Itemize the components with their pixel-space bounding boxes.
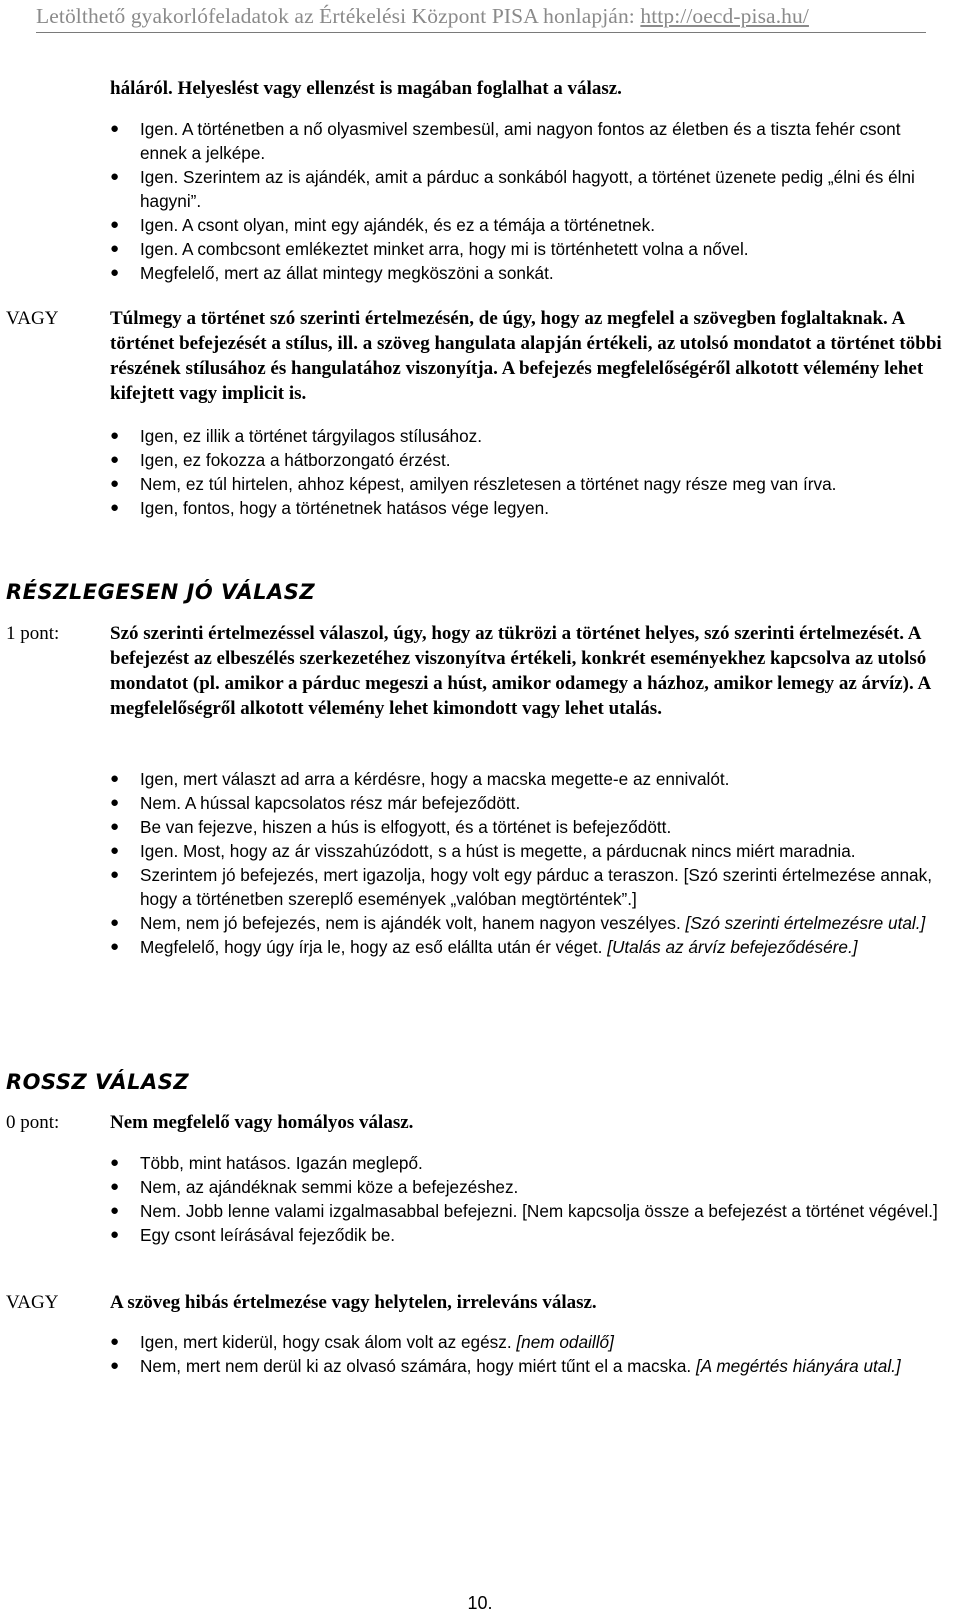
section-title-wrong: ROSSZ VÁLASZ [6, 1070, 190, 1094]
list-item: ● Igen. A történetben a nő olyasmivel szembesül, ami nagyon fontos az életben és a tiszta fehér csont ennek a jelképe. [110, 119, 901, 163]
list-item: ● Megfelelő, hogy úgy írja le, hogy az eső elállta után ér véget. [Utalás az árvíz befejeződésére.] [110, 937, 858, 957]
annotation: [Szó szerinti értelmezésre utal.] [685, 913, 926, 933]
list-item: ● Igen, ez fokozza a hátborzongató érzést. [110, 450, 451, 470]
bullet-icon: ● [110, 451, 120, 468]
bullet-icon: ● [110, 866, 120, 883]
vagy-label: VAGY [6, 308, 59, 329]
list-item: ● Nem, mert nem derül ki az olvasó számára, hogy miért tűnt el a macska. [A megértés hiányára utal.] [110, 1356, 901, 1376]
list-item: ● Igen, fontos, hogy a történetnek hatásos vége legyen. [110, 498, 549, 518]
annotation: [nem odaillő] [516, 1332, 614, 1352]
list-item: ● Igen. A csont olyan, mint egy ajándék, és ez a témája a történetnek. [110, 215, 655, 235]
top-bullet-list [110, 117, 950, 285]
vagy-criteria-text: Túlmegy a történet szó szerinti értelmezésén, de úgy, hogy az megfelel a szövegben foglaltaknak. A történet befejezését a stílus, ill. a szöveg hangulata alapján értékeli, az utolsó mondatot a történet többi részének stílusához és hangulatához viszonyítja. A befejezés megfelelőségéről alkotott vélemény lehet kifejtett vagy implicit is. [110, 308, 942, 404]
list-item: ● Igen. Szerintem az is ajándék, amit a párduc a sonkából hagyott, a történet üzenete pedig „élni és élni hagyni”. [110, 167, 915, 211]
vagy2-bullet-list [110, 1330, 950, 1378]
bullet-icon: ● [110, 240, 120, 257]
bullet-icon: ● [110, 1154, 120, 1171]
bullet-icon: ● [110, 770, 120, 787]
intro-text: háláról. Helyeslést vagy ellenzést is magában foglalhat a válasz. [110, 78, 622, 99]
bullet-icon: ● [110, 1357, 120, 1374]
bullet-icon: ● [110, 475, 120, 492]
bullet-icon: ● [110, 1226, 120, 1243]
list-item: ● Nem, az ajándéknak semmi köze a befejezéshez. [110, 1177, 519, 1197]
list-item: ● Nem, nem jó befejezés, nem is ajándék volt, hanem nagyon veszélyes. [Szó szerinti értelmezésre utal.] [110, 913, 926, 933]
annotation: [Utalás az árvíz befejeződésére.] [607, 937, 858, 957]
bullet-icon: ● [110, 794, 120, 811]
bullet-icon: ● [110, 168, 120, 185]
vagy-bullet-list [110, 424, 950, 520]
header-text: Letölthető gyakorlófeladatok az Értékelési Központ PISA honlapján: [36, 4, 641, 28]
bullet-icon: ● [110, 120, 120, 137]
list-item: ● Egy csont leírásával fejeződik be. [110, 1225, 396, 1245]
vagy2-criteria-text: A szöveg hibás értelmezése vagy helytelen, irreleváns válasz. [110, 1292, 597, 1313]
wrong-bullet-list [110, 1151, 950, 1247]
bullet-icon: ● [110, 842, 120, 859]
vagy-label-2: VAGY [6, 1292, 59, 1313]
bullet-icon: ● [110, 216, 120, 233]
bullet-icon: ● [110, 1178, 120, 1195]
bullet-icon: ● [110, 914, 120, 931]
list-item: ● Igen, ez illik a történet tárgyilagos stílusához. [110, 426, 483, 446]
score-label-1: 1 pont: [6, 623, 60, 644]
header-link[interactable]: http://oecd-pisa.hu/ [640, 4, 809, 28]
list-item: ● Be van fejezve, hiszen a hús is elfogyott, és a történet is befejeződött. [110, 817, 672, 837]
bullet-icon: ● [110, 427, 120, 444]
bullet-icon: ● [110, 499, 120, 516]
partial-bullet-list [110, 767, 950, 959]
list-item: ● Igen, mert kiderül, hogy csak álom volt az egész. [nem odaillő] [110, 1332, 614, 1352]
section-title-partial: RÉSZLEGESEN JÓ VÁLASZ [6, 580, 316, 604]
annotation: [A megértés hiányára utal.] [695, 1356, 901, 1376]
list-item: ● Nem, ez túl hirtelen, ahhoz képest, amilyen részletesen a történet nagy része meg van írva. [110, 474, 837, 494]
bullet-icon: ● [110, 818, 120, 835]
list-item: ● Igen. A combcsont emlékeztet minket arra, hogy mi is történhetett volna a nővel. [110, 239, 749, 259]
page-number: 10. [467, 1593, 493, 1613]
bullet-icon: ● [110, 1333, 120, 1350]
bullet-icon: ● [110, 1202, 120, 1219]
list-item: ● Megfelelő, mert az állat mintegy megköszöni a sonkát. [110, 263, 554, 283]
list-item: ● Igen. Most, hogy az ár visszahúzódott, s a húst is megette, a párducnak nincs miért maradnia. [110, 841, 856, 861]
list-item: ● Nem. Jobb lenne valami izgalmasabbal befejezni. [Nem kapcsolja össze a befejezést a történet végével.] [110, 1201, 938, 1221]
partial-criteria-text: Szó szerinti értelmezéssel válaszol, úgy, hogy az tükrözi a történet helyes, szó szerinti értelmezését. A befejezést az elbeszélés szerkezetéhez viszonyítva értékeli, konkrét eseményekhez kapcsolva az utolsó mondatot (pl. amikor a párduc megeszi a húst, amikor odamegy a házhoz, amikor lemegy az árvíz). A megfelelőségről alkotott vélemény lehet kimondott vagy lehet utalás. [110, 623, 931, 719]
list-item: ● Szerintem jó befejezés, mert igazolja, hogy volt egy párduc a teraszon. [Szó szerinti értelmezése annak, hogy a történetben szereplő események „valóban megtörténtek”.] [110, 865, 932, 909]
bullet-icon: ● [110, 938, 120, 955]
page-header [36, 4, 926, 33]
list-item: ● Több, mint hatásos. Igazán meglepő. [110, 1153, 423, 1173]
bullet-icon: ● [110, 264, 120, 281]
wrong-criteria-text: Nem megfelelő vagy homályos válasz. [110, 1112, 414, 1133]
list-item: ● Igen, mert választ ad arra a kérdésre, hogy a macska megette-e az ennivalót. [110, 769, 730, 789]
list-item: ● Nem. A hússal kapcsolatos rész már befejeződött. [110, 793, 521, 813]
score-label-0: 0 pont: [6, 1112, 60, 1133]
